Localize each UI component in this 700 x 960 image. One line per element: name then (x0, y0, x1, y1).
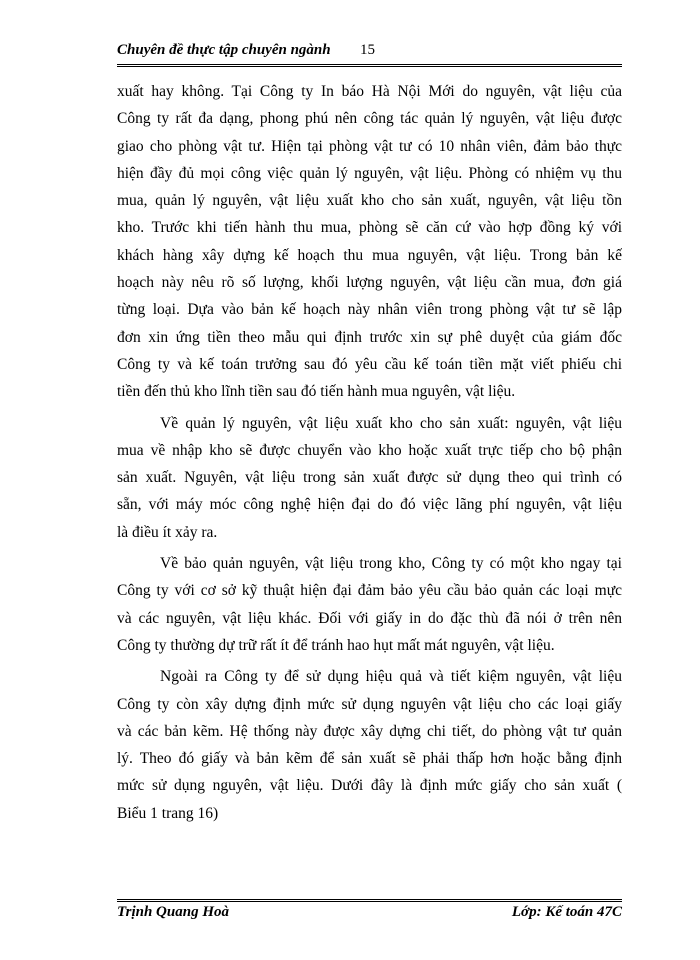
page-header (117, 40, 622, 64)
text-line: Công ty còn xây dựng định mức sử dụng nguyên vật liệu cho các loại giấy (117, 695, 622, 713)
paragraph (117, 410, 622, 546)
text-line: kho. Trước khi tiến hành thu mua, phòng sẽ căn cứ vào hợp đồng ký với (117, 219, 622, 237)
text-line: xuất hay không. Tại Công ty In báo Hà Nội Mới do nguyên, vật liệu của (117, 83, 622, 100)
paragraph (117, 550, 622, 659)
text-line: Công ty rất đa dạng, phong phú nên công tác quản lý nguyên, vật liệu được (117, 110, 622, 128)
text-line: Công ty thường dự trữ rất ít để tránh hao hụt mất mát nguyên, vật liệu. (117, 636, 555, 654)
text-line: Về quản lý nguyên, vật liệu xuất kho cho sản xuất: nguyên, vật liệu (160, 414, 622, 432)
text-line: Công ty và kế toán trưởng sau đó yêu cầu kế toán tiền mặt viết phiếu chi (117, 355, 622, 373)
text-line: hiện đầy đủ mọi công việc quản lý nguyên, vật liệu. Phòng có nhiệm vụ thu (117, 164, 622, 182)
text-line: khách hàng xây dựng kế hoạch thu mua nguyên, vật liệu. Trong bản kế (117, 246, 622, 264)
text-line: hoạch này nêu rõ số lượng, khối lượng nguyên, vật liệu cần mua, đơn giá (117, 274, 622, 292)
text-line: sẵn, với máy móc công nghệ hiện đại do đó việc lãng phí nguyên, vật liệu (117, 496, 622, 514)
paragraph (117, 663, 622, 827)
text-line: đơn xin ứng tiền theo mẫu qui định trước xin sự phê duyệt của giám đốc (117, 328, 622, 346)
footer-rule (117, 899, 622, 902)
text-line: và các nguyên, vật liệu khác. Đối với giấy in do đặc thù đã nói ở trên nên (117, 609, 622, 627)
text-line: là điều ít xảy ra. (117, 523, 218, 541)
footer-class: Lớp: Kế toán 47C (511, 904, 622, 920)
text-line: sản xuất. Nguyên, vật liệu trong sản xuất được sử dụng theo qui trình có (117, 469, 622, 487)
text-line: mức sử dụng nguyên, vật liệu. Dưới đây là định mức giấy cho sản xuất ( (117, 777, 622, 795)
text-line: Ngoài ra Công ty để sử dụng hiệu quả và tiết kiệm nguyên, vật liệu (160, 668, 622, 686)
text-line: mua về nhập kho sẽ được chuyển vào kho hoặc xuất trực tiếp cho bộ phận (117, 441, 622, 459)
text-line: Công ty với cơ sở kỹ thuật hiện đại đảm bảo yêu cầu bảo quản các loại mực (117, 582, 622, 600)
text-line: từng loại. Dựa vào bản kế hoạch này nhân viên trong phòng vật tư sẽ lập (117, 301, 622, 319)
footer-author: Trịnh Quang Hoà (117, 904, 229, 920)
text-line: mua, quản lý nguyên, vật liệu xuất kho cho sản xuất, nguyên, vật liệu tồn (117, 192, 622, 210)
text-line: tiền đến thủ kho lĩnh tiền sau đó tiến hành mua nguyên, vật liệu. (117, 383, 516, 401)
page-footer (117, 904, 622, 926)
header-rule (117, 64, 622, 67)
text-line: lý. Theo đó giấy và bản kẽm để sản xuất sẽ phải thấp hơn hoặc bằng định (117, 750, 622, 768)
paragraph (117, 78, 622, 406)
text-line: Biểu 1 trang 16) (117, 804, 219, 822)
text-line: Về bảo quản nguyên, vật liệu trong kho, Công ty có một kho ngay tại (160, 555, 622, 573)
header-title: Chuyên đề thực tập chuyên ngành (117, 42, 331, 58)
document-body (117, 78, 622, 831)
header-page-number: 15 (360, 42, 375, 58)
text-line: và các bản kẽm. Hệ thống này được xây dựng chi tiết, do phòng vật tư quản (117, 722, 622, 740)
text-line: giao cho phòng vật tư. Hiện tại phòng vật tư có 10 nhân viên, đảm bảo thực (117, 137, 622, 155)
